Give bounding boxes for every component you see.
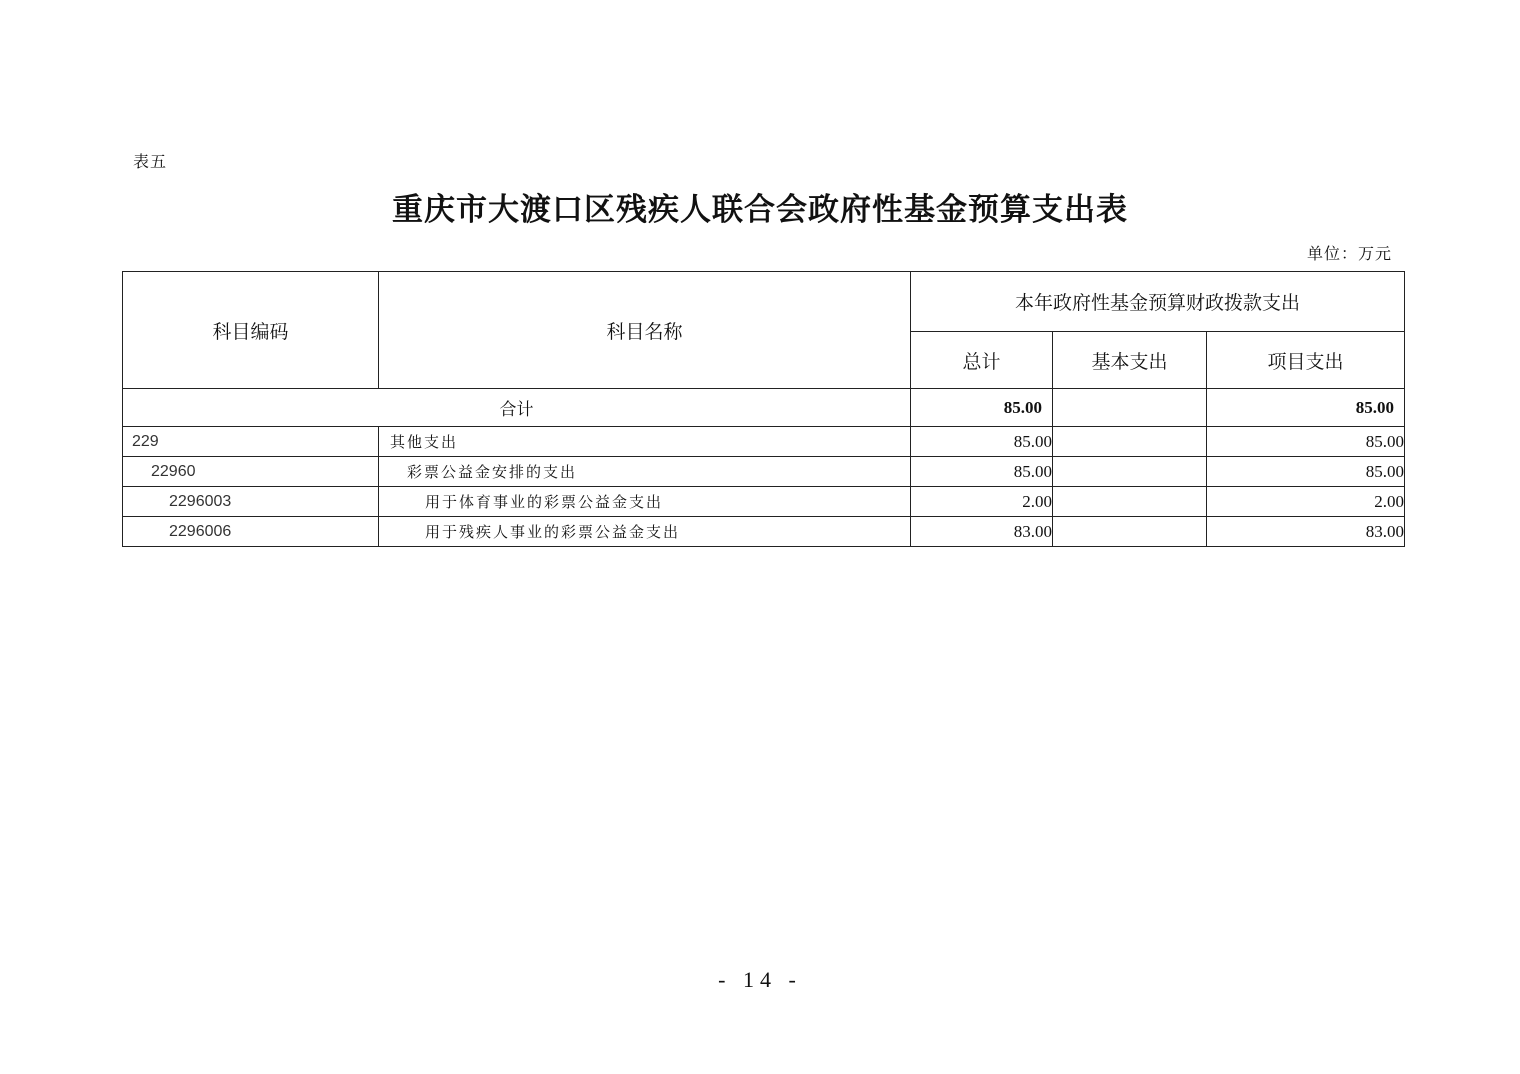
header-name: 科目名称 — [379, 272, 911, 389]
total-total: 85.00 — [911, 389, 1053, 427]
document-title: 重庆市大渡口区残疾人联合会政府性基金预算支出表 — [392, 192, 1128, 228]
total-row — [123, 389, 1405, 427]
row-code: 2296003 — [123, 487, 379, 517]
row-total: 85.00 — [911, 427, 1053, 457]
table-row — [123, 427, 1405, 457]
unit-label: 单位：万元 — [1306, 244, 1392, 263]
total-project: 85.00 — [1207, 389, 1405, 427]
row-basic — [1053, 487, 1207, 517]
row-total: 83.00 — [911, 517, 1053, 547]
header-group: 本年政府性基金预算财政拨款支出 — [911, 272, 1405, 332]
row-name: 彩票公益金安排的支出 — [379, 457, 911, 487]
table-label: 表五 — [133, 152, 168, 171]
row-basic — [1053, 517, 1207, 547]
header-code: 科目编码 — [123, 272, 379, 389]
row-basic — [1053, 427, 1207, 457]
total-basic — [1053, 389, 1207, 427]
row-code: 229 — [123, 427, 379, 457]
row-project: 2.00 — [1207, 487, 1405, 517]
header-total: 总计 — [911, 332, 1053, 389]
row-code: 22960 — [123, 457, 379, 487]
header-basic: 基本支出 — [1053, 332, 1207, 389]
table-row — [123, 487, 1405, 517]
row-project: 85.00 — [1207, 457, 1405, 487]
row-basic — [1053, 457, 1207, 487]
row-name: 其他支出 — [379, 427, 911, 457]
row-code: 2296006 — [123, 517, 379, 547]
row-total: 85.00 — [911, 457, 1053, 487]
row-project: 85.00 — [1207, 427, 1405, 457]
page-number: - 14 - — [718, 967, 802, 992]
row-name: 用于体育事业的彩票公益金支出 — [379, 487, 911, 517]
header-project: 项目支出 — [1207, 332, 1405, 389]
total-label: 合计 — [123, 389, 911, 427]
table-row — [123, 517, 1405, 547]
row-project: 83.00 — [1207, 517, 1405, 547]
row-name: 用于残疾人事业的彩票公益金支出 — [379, 517, 911, 547]
table-row — [123, 457, 1405, 487]
row-total: 2.00 — [911, 487, 1053, 517]
budget-table — [122, 271, 1405, 547]
